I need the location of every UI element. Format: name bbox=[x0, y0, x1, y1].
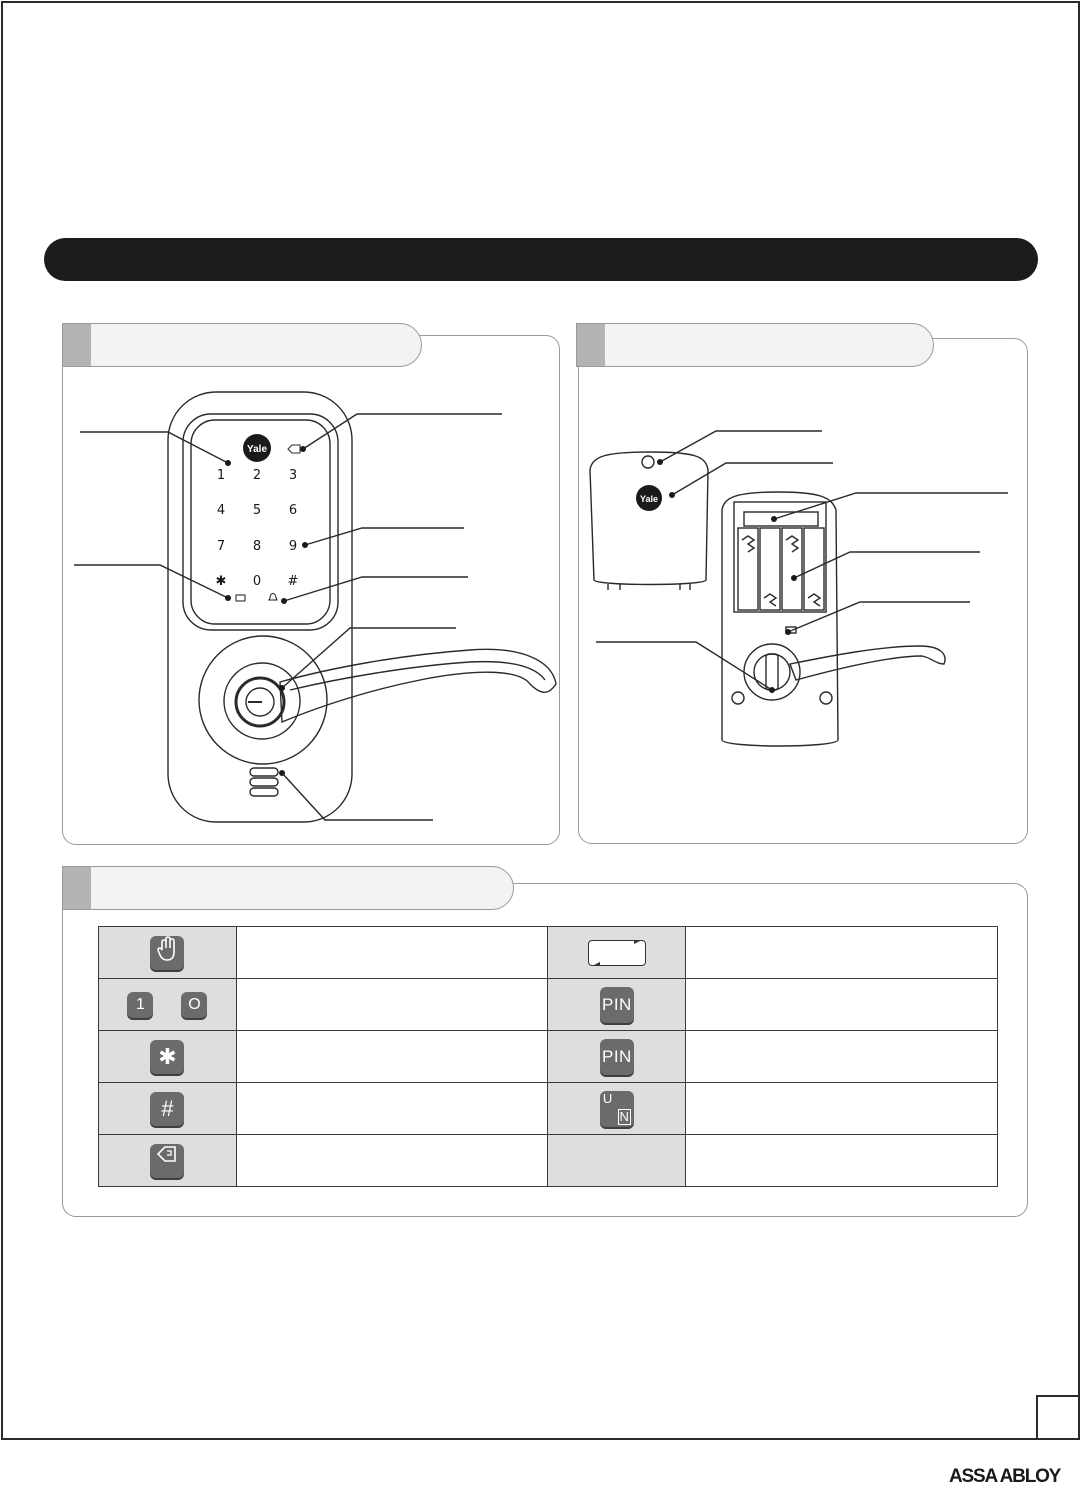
thumb-turn bbox=[754, 654, 790, 690]
legend-row bbox=[99, 979, 998, 1031]
thumb-turn-grip bbox=[766, 654, 778, 690]
legend-description bbox=[686, 1031, 998, 1083]
legend-description bbox=[236, 927, 548, 979]
legend-icon-cell bbox=[548, 1031, 686, 1083]
battery-slot bbox=[782, 528, 802, 610]
digit-key-icon: 1 bbox=[127, 992, 153, 1018]
keypad-key: 9 bbox=[288, 539, 298, 554]
legend-icon-cell bbox=[99, 1135, 237, 1187]
battery-slot bbox=[738, 528, 758, 610]
callout-line bbox=[774, 493, 1008, 519]
back-arrow-key-icon bbox=[150, 1144, 184, 1178]
keypad-key: 6 bbox=[288, 503, 298, 518]
legend-row bbox=[99, 1083, 998, 1135]
legend-row bbox=[99, 927, 998, 979]
callout-line bbox=[788, 602, 970, 632]
legend-icon-cell bbox=[548, 979, 686, 1031]
legend-icon-cell bbox=[548, 927, 686, 979]
callout-dot bbox=[769, 687, 775, 693]
hand-icon bbox=[150, 936, 184, 970]
keypad-key: 3 bbox=[288, 468, 298, 483]
keypad-key: ✱ bbox=[215, 574, 227, 589]
legend-row bbox=[99, 1135, 998, 1187]
callout-dot bbox=[771, 516, 777, 522]
legend-row bbox=[99, 1031, 998, 1083]
battery-spring bbox=[742, 536, 754, 552]
callout-line bbox=[794, 552, 980, 578]
callout-line bbox=[672, 463, 833, 495]
user-letter: U bbox=[602, 1090, 613, 1106]
legend-description bbox=[236, 1031, 548, 1083]
legend-icon-cell-empty bbox=[548, 1135, 686, 1187]
keypad-key: 0 bbox=[252, 574, 262, 589]
hash-key-icon: # bbox=[150, 1092, 184, 1126]
cover-screw bbox=[642, 456, 654, 468]
callout-dot bbox=[785, 629, 791, 635]
battery-spring bbox=[786, 536, 798, 552]
user-number-icon bbox=[600, 1091, 634, 1127]
battery-cover bbox=[590, 452, 708, 585]
legend-icon-cell bbox=[99, 927, 237, 979]
keypad-key: 2 bbox=[252, 468, 262, 483]
legend-icon-cell bbox=[99, 979, 237, 1031]
keypad-key: 8 bbox=[252, 539, 262, 554]
digit-key-icon: O bbox=[181, 992, 207, 1018]
page-number-box bbox=[1036, 1395, 1080, 1440]
callout-dot bbox=[669, 492, 675, 498]
keypad-key: 7 bbox=[216, 539, 226, 554]
keypad-key: 5 bbox=[252, 503, 262, 518]
mounting-screw bbox=[820, 692, 832, 704]
star-key-icon: ✱ bbox=[150, 1040, 184, 1074]
callout-dot bbox=[791, 575, 797, 581]
battery-contact-plate bbox=[744, 512, 818, 526]
legend-description bbox=[686, 979, 998, 1031]
legend-description bbox=[686, 927, 998, 979]
cycle-arrows-icon bbox=[588, 940, 646, 966]
yale-logo-text: Yale bbox=[246, 444, 268, 455]
legend-description bbox=[236, 979, 548, 1031]
pin-icon: PIN bbox=[600, 987, 634, 1023]
legend-icon-cell bbox=[99, 1083, 237, 1135]
keypad-key: # bbox=[287, 574, 299, 589]
legend-description bbox=[236, 1135, 548, 1187]
battery-spring bbox=[764, 594, 776, 606]
legend-icon-cell bbox=[548, 1083, 686, 1135]
pin-icon: PIN bbox=[600, 1039, 634, 1075]
number-letter: N bbox=[619, 1108, 629, 1124]
mounting-screw bbox=[732, 692, 744, 704]
callout-dot bbox=[657, 459, 663, 465]
battery-slot bbox=[760, 528, 780, 610]
legend-icon-cell bbox=[99, 1031, 237, 1083]
keypad-key: 4 bbox=[216, 503, 226, 518]
icon-legend-table bbox=[98, 926, 998, 1187]
brand-logo: ASSA ABLOY bbox=[949, 1466, 1061, 1487]
cover-yale-logo-text: Yale bbox=[639, 494, 659, 504]
legend-description bbox=[686, 1135, 998, 1187]
keypad-key: 1 bbox=[216, 468, 226, 483]
interior-lever bbox=[790, 646, 945, 680]
callout-line bbox=[660, 431, 822, 462]
legend-description bbox=[686, 1083, 998, 1135]
battery-spring bbox=[808, 594, 820, 606]
legend-description bbox=[236, 1083, 548, 1135]
